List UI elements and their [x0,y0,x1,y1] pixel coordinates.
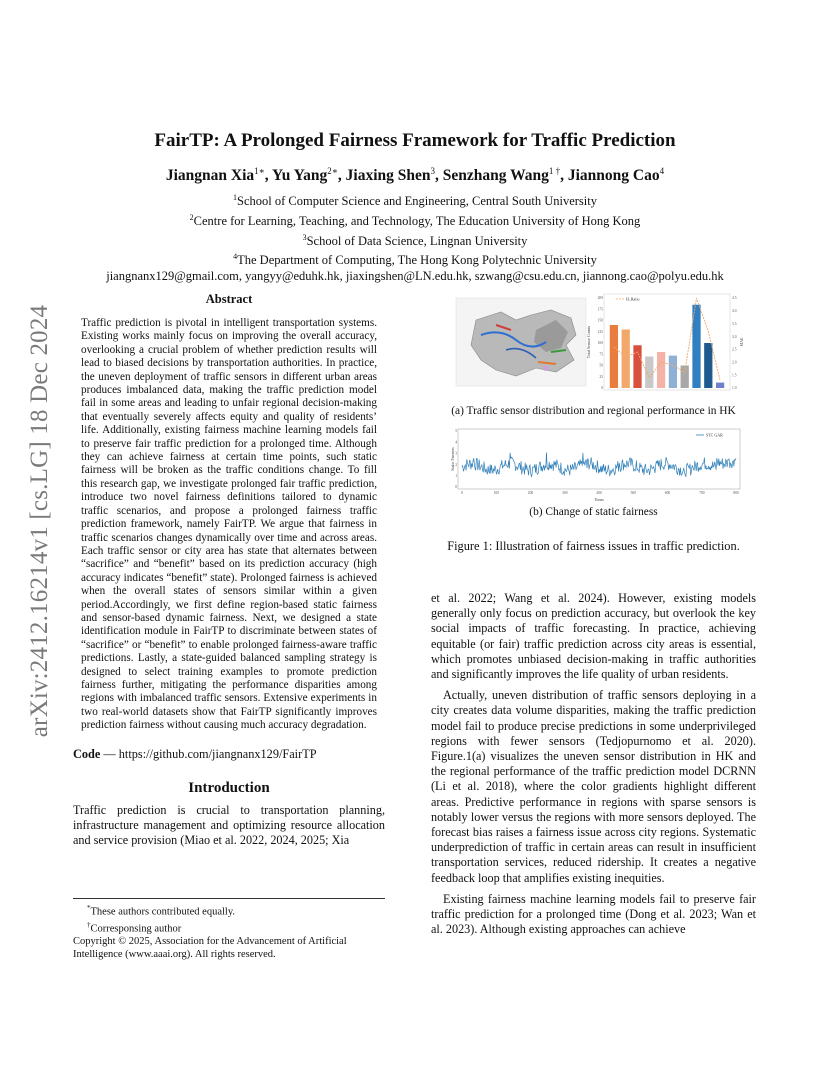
right-column [431,591,756,943]
footnote-mark: † [87,920,91,929]
figure-1b-caption: (b) Change of static fairness [529,506,658,518]
author-sup: 1 † [548,166,561,176]
author-name: Senzhang Wang [442,167,549,185]
affiliation-line [60,230,770,250]
code-line [73,747,385,762]
y2-tick-label: 1.5 [732,373,737,378]
figure-1a [456,290,746,402]
legend-label: STC GAR [706,432,723,438]
body-paragraph: Actually, uneven distribution of traffic sensors deploying in a city creates data volume disparities, making the traffic prediction model fail to produce precise predictions in some underprivileged regions with fewer sensors (Tedjopurnomo et al. 2020). Figure.1(a) visualizes the uneven sensor distribution in HK and the regional performance of the traffic prediction model DCRNN (Li et al. 2018), where the color gradients highlight different areas. Predictive performance in regions with sparse sensors is notably lower versus the regions with more sensors deployed. The forecast bias raises a fairness issue across city regions. Systematic underprediction of traffic in certain areas can result in insufficient transportation services, reduced ridership. It creates a negative feedback loop that amplifies existing inequities. [431,688,756,885]
abstract-text: Traffic prediction is pivotal in intelligent transportation systems. Existing works mainly focus on improving the overall accuracy, overlooking a crucial problem of whether prediction results will lead to biased decisions by transportation authorities. In practice, the uneven deployment of traffic sensors in different urban areas produces imbalanced data, making the traffic prediction model fail in some areas and leading to unfair regional decision-making that eventually severely affects equity and quality of residents’ life. Additionally, existing fairness machine learning models fail to preserve fair traffic prediction for a prolonged time. Although they can achieve fairness at certain time points, such static fairness will be broken as the traffic conditions change. To fill this research gap, we investigate prolonged fair traffic prediction, introduce two novel fairness definitions tailored to dynamic traffic scenarios, and propose a prolonged fairness traffic prediction framework, namely FairTP. We argue that fairness in traffic scenarios changes dynamically over time and across areas. Each traffic sensor or city area has state that alternates between “sacrifice” and “benefit” based on its prediction accuracy (high accuracy indicates “benefit” state). Prolonged fairness is achieved when the overall states of sensors similar within a given period.Accordingly, we first define region-based static fairness and sensor-based dynamic fairness. Next, we designed a state identification module in FairTP to discriminate between states of “sacrifice” or “benefit” to enable prolonged fairness-aware traffic predictions. Lastly, a state-guided balanced sampling strategy is designed to select training examples to promote prediction fairness further, mitigating the performance disparities among regions with imbalanced traffic sensors. Extensive experiments in two real-world datasets show that FairTP significantly improves prediction fairness without causing much accuracy degradation. [81,317,377,732]
y-tick-label: 3 [455,451,457,456]
y-tick-label: 2 [455,462,457,467]
y-tick-label: 200 [597,296,603,301]
bar [645,357,653,389]
affil-sup: 3 [302,232,307,242]
arxiv-identifier: arXiv:2412.16214v1 [cs.LG] 18 Dec 2024 [26,304,53,738]
figure-1a-caption: (a) Traffic sensor distribution and regional performance in HK [451,405,736,417]
code-label: Code [73,746,101,761]
y-tick-label: 125 [597,330,603,334]
y2-tick-label: 1.0 [732,386,737,391]
intro-paragraph: Traffic prediction is crucial to transportation planning, infrastructure management and optimizing resource allocation and service provision (Miao et al. 2022, 2024, 2025; Xia [73,802,385,847]
legend-label: H_Ratio [626,296,640,302]
bar [669,356,677,388]
body-paragraph: Existing fairness machine learning models fail to preserve fair traffic prediction for a prolonged time (Dong et al. 2023; Wan et al. 2023). Although existing approaches can achieve [431,891,756,937]
affiliations [60,190,770,285]
author-name: Jiangnan Xia [165,167,255,185]
x-tick-label: 700 [699,491,705,495]
y2-ticks [732,296,737,390]
left-column [73,292,385,848]
affiliation-line [60,249,770,269]
y2-tick-label: 3.5 [732,321,737,326]
y-tick-label: 4 [455,440,457,445]
y-tick-label: 1 [455,474,457,478]
footnote-text: Corresponsing author [90,923,182,934]
y-ticks [598,296,604,390]
y-tick-label: 175 [597,307,603,312]
affil-sup: 2 [189,212,194,222]
x-tick-label: 0 [461,491,463,495]
bar [716,383,724,388]
x-tick-label: 800 [733,491,739,495]
author-name: Yu Yang [271,167,328,185]
y-tick-label: 0 [601,386,603,391]
figure-1b-graphic [452,427,744,503]
hk-sensor-map [456,298,586,386]
x-tick-label: 100 [493,491,499,495]
copyright-notice: Copyright © 2025, Association for the Advancement of Artificial Intelligence (www.aaai.org). All rights reserved. [73,936,347,960]
abstract-heading: Abstract [205,292,253,306]
y-tick-label: 0 [455,485,457,490]
footnote [73,919,385,936]
bar [610,325,618,388]
y2-axis-label: MAE [739,337,744,347]
code-separator: — [100,746,119,761]
code-url[interactable]: https://github.com/jiangnanx129/FairTP [118,746,317,761]
author-name: Jiannong Cao [567,167,660,185]
y-tick-label: 100 [597,341,603,346]
figure-1a-graphic [456,290,746,402]
author-list: Jiangnan Xia$^{1∗}$, Yu Yang$^{2∗}$, Jiaxing Shen$^3$, Senzhang Wang$^{1 \dagger}$, Jiannong Cao$^4$ [165,166,665,185]
footnote-text: These authors contributed equally. [90,906,236,918]
figure-1b [452,427,744,503]
y2-tick-label: 4.0 [732,309,737,314]
x-ticks [461,491,739,495]
y-tick-label: 50 [599,363,603,368]
affil-sup: 4 [233,252,238,262]
author-sup: 4 [659,166,665,176]
affil-text: The Department of Computing, The Hong Kong Polytechnic University [237,253,597,268]
regional-bar-chart [586,294,744,390]
author-sup: 3 [430,166,436,176]
author-sup: 2∗ [327,166,338,176]
y-ticks [455,429,457,489]
x-tick-label: 600 [664,491,671,495]
y-tick-label: 75 [599,352,603,357]
bar [622,330,630,389]
author-name: Jiaxing Shen [345,167,431,185]
y-axis-label: Total Sensor Counts [586,325,591,359]
y2-tick-label: 2.5 [732,347,737,352]
bar [657,352,665,388]
footnote-mark: * [87,904,91,912]
author-emails: jiangnanx129@gmail.com, yangyy@eduhk.hk, jiaxingshen@LN.edu.hk, szwang@csu.edu.cn, jiannong.cao@polyu.edu.hk [106,269,724,283]
affil-text: Centre for Learning, Teaching, and Technology, The Education University of Hong Kong [193,213,641,228]
y-tick-label: 25 [599,375,603,379]
y-axis-label: Static Fairness [450,447,455,471]
y2-tick-label: 3.0 [732,334,737,339]
bar [704,343,712,388]
footnote [73,902,385,919]
affil-text: School of Data Science, Lingnan University [306,233,528,248]
intro-heading: Introduction [188,779,270,796]
x-tick-label: 500 [630,491,636,495]
arxiv-sidebar [22,286,58,756]
x-tick-label: 200 [527,491,534,495]
author-sup: 1∗ [254,166,265,176]
footnotes [73,898,385,961]
y2-tick-label: 4.5 [732,296,737,301]
x-tick-label: 300 [562,491,568,495]
bar [681,366,689,389]
x-tick-label: 400 [596,491,602,495]
y-tick-label: 150 [597,318,603,323]
body-paragraph: et al. 2022; Wang et al. 2024). However, existing models generally only focus on prediction accuracy, but overlook the key social impacts of traffic forecasting. In practice, achieving equitable (or fair) traffic prediction across city areas is essential, which promotes unbiased decision-making in traffic authorities and significantly improves the life quality of urban residents. [431,591,756,682]
affil-sup: 1 [233,193,237,202]
affiliation-line [60,210,770,230]
y2-tick-label: 2.0 [732,360,737,365]
affil-text: School of Computer Science and Engineering, Central South University [237,194,597,209]
affiliation-line [60,190,770,210]
x-axis-label: Times [594,497,604,502]
bar [692,305,700,388]
y-tick-label: 5 [455,429,457,434]
paper-title: FairTP: A Prolonged Fairness Framework for Traffic Prediction [154,130,676,151]
figure-1-caption: Figure 1: Illustration of fairness issues in traffic prediction. [447,539,740,553]
